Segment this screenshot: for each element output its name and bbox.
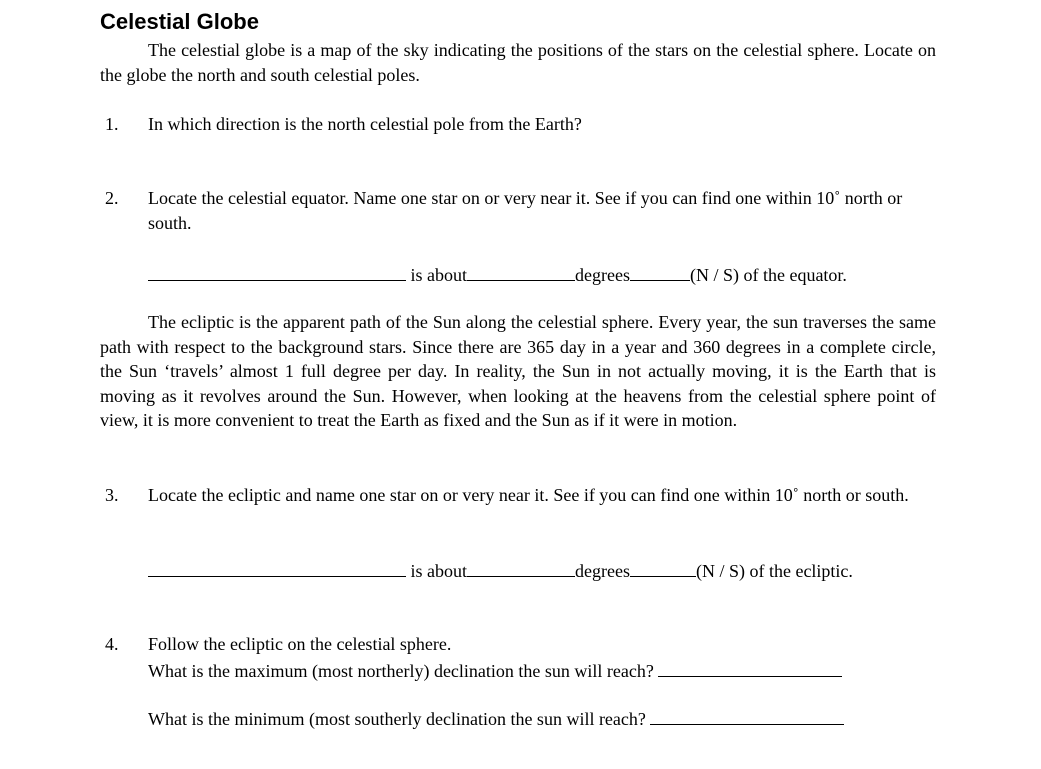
max-declination-question: What is the maximum (most northerly) declination the sun will reach? <box>148 661 654 681</box>
question-number: 3. <box>105 485 119 505</box>
min-declination-row <box>148 704 844 731</box>
min-declination-question: What is the minimum (most southerly declination the sun will reach? <box>148 709 646 729</box>
ecliptic-paragraph: The ecliptic is the apparent path of the Sun along the celestial sphere. Every year, the sun traverses the same path with respect to the background stars. Since there are 365 day in a year and 360 degrees in a complete circle, the Sun ‘travels’ almost 1 full degree per day. In reality, the Sun in not actually moving, it is the Earth that is moving as it revolves around the Sun. However, when looking at the heavens from the celestial sphere point of view, it is more convenient to treat the Earth as fixed and the Sun as if it were in motion. <box>100 312 936 430</box>
question-text: Locate the ecliptic and name one star on or very near it. See if you can find one within 10˚ north or south. <box>148 485 909 505</box>
page-title: Celestial Globe <box>100 9 259 34</box>
question-text: Locate the celestial equator. Name one star on or very near it. See if you can find one within 10˚ north or south. <box>148 188 903 233</box>
question-number: 4. <box>105 634 119 654</box>
question-text: In which direction is the north celestial pole from the Earth? <box>148 114 582 134</box>
is-about-label: is about <box>410 561 467 581</box>
question-number: 1. <box>105 114 119 134</box>
max-declination-blank[interactable] <box>658 656 842 677</box>
max-declination-row <box>148 656 842 683</box>
degrees-blank[interactable] <box>467 556 575 577</box>
degrees-label: degrees <box>575 561 630 581</box>
fill-row-ecliptic <box>148 556 853 583</box>
equator-ending: (N / S) of the equator. <box>689 265 847 285</box>
direction-blank[interactable] <box>630 260 690 281</box>
degrees-label: degrees <box>575 265 630 285</box>
fill-row-equator <box>148 260 847 287</box>
direction-blank[interactable] <box>630 556 696 577</box>
intro-paragraph: The celestial globe is a map of the sky indicating the positions of the stars on the celestial sphere. Locate on the globe the north and south celestial poles. <box>100 40 936 85</box>
star-name-blank[interactable] <box>148 556 406 577</box>
question-text: Follow the ecliptic on the celestial sphere. <box>148 634 452 654</box>
question-number: 2. <box>105 188 119 208</box>
degrees-blank[interactable] <box>467 260 575 281</box>
worksheet-page <box>100 0 940 769</box>
star-name-blank[interactable] <box>148 260 406 281</box>
ecliptic-ending: (N / S) of the ecliptic. <box>695 561 853 581</box>
min-declination-blank[interactable] <box>650 704 844 725</box>
is-about-label: is about <box>410 265 467 285</box>
